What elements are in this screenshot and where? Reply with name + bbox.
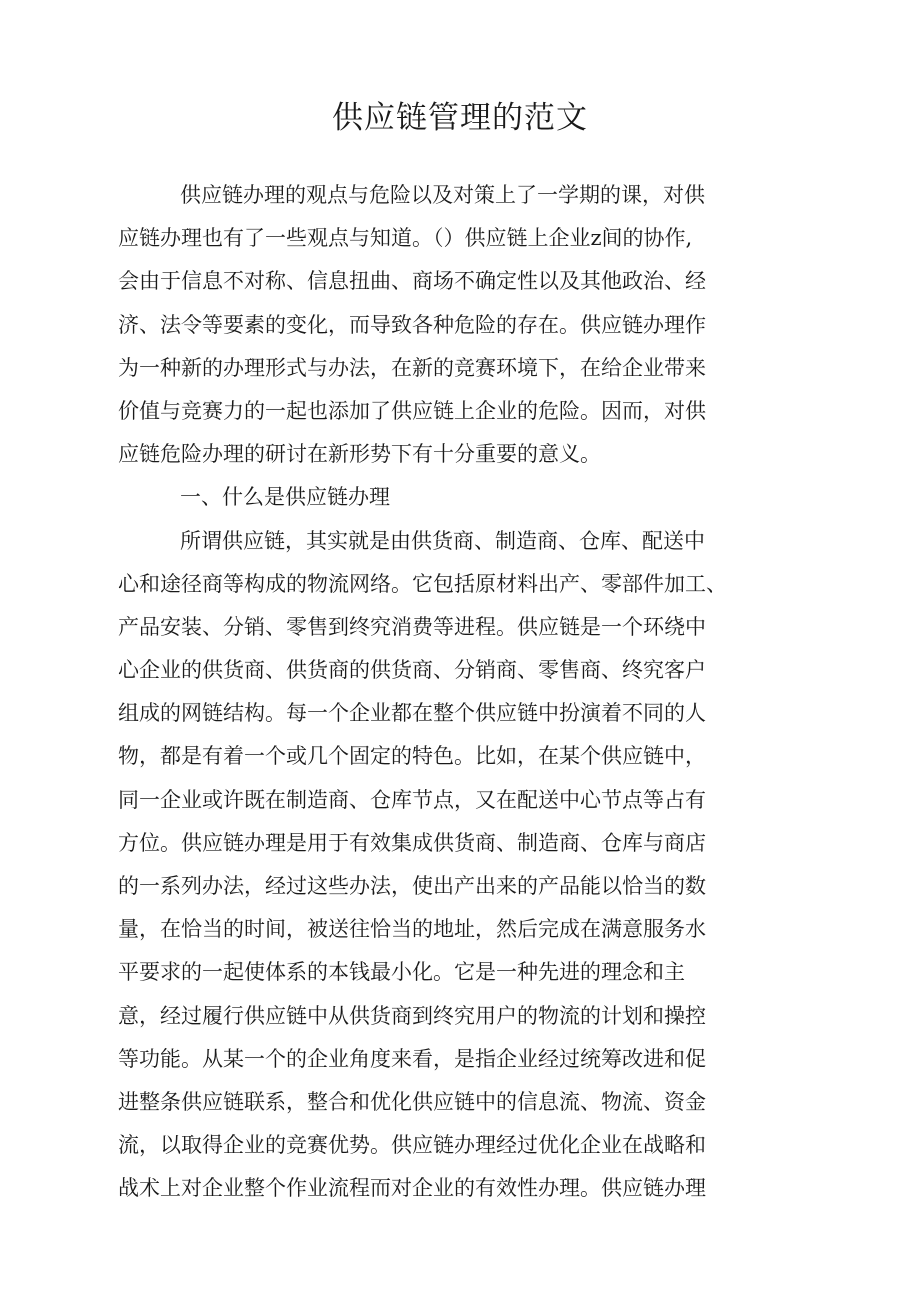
paragraph-line: 方位。供应链办理是用于有效集成供货商、制造商、仓库与商店 — [118, 830, 706, 855]
paragraph-line: 同一企业或许既在制造商、仓库节点，又在配送中心节点等占有 — [118, 787, 706, 812]
paragraph-line: 物，都是有着一个或几个固定的特色。比如，在某个供应链中， — [118, 744, 706, 769]
paragraph-line: 心和途径商等构成的物流网络。它包括原材料出产、零部件加工、 — [118, 571, 727, 596]
paragraph-line: 意，经过履行供应链中从供货商到终究用户的物流的计划和操控 — [118, 1003, 706, 1028]
paragraph-line: 战术上对企业整个作业流程而对企业的有效性办理。供应链办理 — [118, 1176, 706, 1201]
paragraph-line: 会由于信息不对称、信息扭曲、商场不确定性以及其他政治、经 — [118, 269, 706, 294]
paragraph-line: 供应链办理的观点与危险以及对策上了一学期的课，对供 — [180, 183, 705, 207]
document-body — [118, 174, 778, 1211]
paragraph-line: 应链办理也有了一些观点与知道。（）供应链上企业z间的协作, — [118, 226, 693, 251]
paragraph-line: 产品安装、分销、零售到终究消费等进程。供应链是一个环绕中 — [118, 614, 706, 639]
paragraph-line: 流，以取得企业的竞赛优势。供应链办理经过优化企业在战略和 — [118, 1133, 706, 1158]
paragraph-line: 所谓供应链，其实就是由供货商、制造商、仓库、配送中 — [180, 528, 705, 553]
section-heading: 一、什么是供应链办理 — [180, 485, 390, 510]
paragraph-line: 价值与竞赛力的一起也添加了供应链上企业的危险。因而，对供 — [118, 398, 706, 423]
paragraph-line: 的一系列办法，经过这些办法，使出产出来的产品能以恰当的数 — [118, 874, 706, 898]
page-title: 供应链管理的范文 — [332, 100, 588, 136]
paragraph-line: 应链危险办理的研讨在新形势下有十分重要的意义。 — [118, 442, 601, 467]
paragraph-line: 济、法令等要素的变化，而导致各种危险的存在。供应链办理作 — [118, 312, 706, 337]
paragraph-line: 心企业的供货商、供货商的供货商、分销商、零售商、终究客户 — [118, 658, 706, 683]
paragraph-line: 为一种新的办理形式与办法，在新的竞赛环境下，在给企业带来 — [118, 355, 706, 380]
paragraph-line: 进整条供应链联系，整合和优化供应链中的信息流、物流、资金 — [118, 1089, 706, 1114]
paragraph-line: 平要求的一起使体系的本钱最小化。它是一种先进的理念和主 — [118, 960, 685, 985]
paragraph-line: 量，在恰当的时间，被送往恰当的地址，然后完成在满意服务水 — [118, 917, 706, 942]
paragraph-line: 等功能。从某一个的企业角度来看，是指企业经过统筹改进和促 — [118, 1046, 706, 1071]
paragraph-line: 组成的网链结构。每一个企业都在整个供应链中扮演着不同的人 — [118, 701, 706, 726]
